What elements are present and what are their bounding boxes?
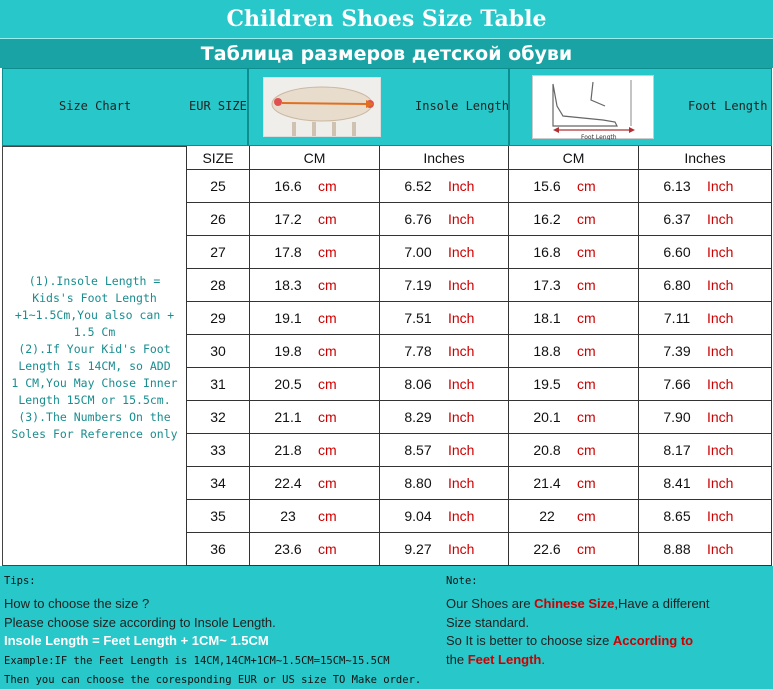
- value: 17.8: [274, 244, 302, 260]
- ins-in-cell: [380, 170, 509, 203]
- unit-label: cm: [318, 343, 337, 359]
- foot-in-cell: [639, 533, 772, 566]
- unit-label: cm: [318, 508, 337, 524]
- size-table: [186, 146, 772, 566]
- unit-label: Inch: [707, 277, 734, 293]
- ins-in-cell: [380, 269, 509, 302]
- value: 19.1: [274, 310, 302, 326]
- value: 17.3: [533, 277, 561, 293]
- insole-length-label: Insole Length: [415, 99, 509, 113]
- note-line-3: [446, 633, 693, 648]
- foot-in-cell: [639, 434, 772, 467]
- value: 21.1: [274, 409, 302, 425]
- note-line-2: Size standard.: [446, 615, 530, 630]
- ins-in-cell: [380, 368, 509, 401]
- value: 6.37: [663, 211, 691, 227]
- value: 8.80: [404, 475, 432, 491]
- unit-label: Inch: [448, 211, 475, 227]
- unit-label: cm: [318, 541, 337, 557]
- unit-label: Inch: [448, 376, 475, 392]
- value: 18.1: [533, 310, 561, 326]
- unit-label: cm: [318, 376, 337, 392]
- size-notes: [2, 146, 186, 566]
- ins-in-cell: [380, 467, 509, 500]
- value: 7.19: [404, 277, 432, 293]
- unit-label: Inch: [448, 409, 475, 425]
- value: 7.90: [663, 409, 691, 425]
- note-text: .: [541, 652, 545, 667]
- foot-cm-cell: [509, 269, 639, 302]
- value: 6.52: [404, 178, 432, 194]
- ins-in-cell: [380, 401, 509, 434]
- note-line: (1).Insole Length =: [28, 274, 161, 288]
- value: 19.5: [533, 376, 561, 392]
- unit-label: cm: [318, 310, 337, 326]
- ins-in-cell: [380, 236, 509, 269]
- value: 8.65: [663, 508, 691, 524]
- unit-label: Inch: [707, 541, 734, 557]
- unit-label: Inch: [707, 211, 734, 227]
- note-text: Our Shoes are: [446, 596, 535, 611]
- tips-line-2: Please choose size according to Insole Length.: [4, 615, 276, 630]
- unit-label: Inch: [448, 343, 475, 359]
- unit-label: cm: [577, 508, 596, 524]
- unit-label: Inch: [707, 508, 734, 524]
- value: 21.8: [274, 442, 302, 458]
- foot-in-cell: [639, 467, 772, 500]
- value: 22.4: [274, 475, 302, 491]
- foot-in-cell: [639, 335, 772, 368]
- value: 7.51: [404, 310, 432, 326]
- tips-line-1: How to choose the size ?: [4, 596, 150, 611]
- note-line: (3).The Numbers On the: [18, 410, 171, 424]
- unit-label: cm: [318, 475, 337, 491]
- value: 8.06: [404, 376, 432, 392]
- unit-label: Inch: [707, 244, 734, 260]
- page-subtitle-ru: Таблица размеров детской обуви: [0, 38, 773, 68]
- value: 15.6: [533, 178, 561, 194]
- tips-label: Tips:: [4, 575, 36, 587]
- unit-label: cm: [577, 178, 596, 194]
- size-cell: 35: [186, 500, 250, 533]
- note-line-4: [446, 652, 545, 667]
- ins-cm-cell: [250, 401, 380, 434]
- ins-in-cell: [380, 302, 509, 335]
- foot-cm-cell: [509, 434, 639, 467]
- unit-label: Inch: [707, 343, 734, 359]
- ins-cm-cell: [250, 203, 380, 236]
- ins-in-cell: [380, 533, 509, 566]
- eur-size-label: EUR SIZE: [189, 99, 247, 113]
- unit-label: Inch: [448, 310, 475, 326]
- note-line: Length Is 14CM, so ADD: [18, 359, 171, 373]
- note-line: Length 15CM or 15.5cm.: [18, 393, 171, 407]
- foot-in-cell: [639, 236, 772, 269]
- unit-label: Inch: [707, 442, 734, 458]
- unit-label: cm: [318, 409, 337, 425]
- unit-label: cm: [577, 409, 596, 425]
- ins-in-cell: [380, 434, 509, 467]
- ins-cm-cell: [250, 533, 380, 566]
- value: 9.27: [404, 541, 432, 557]
- tips-then: Then you can choose the coresponding EUR or US size TO Make order.: [4, 674, 422, 686]
- foot-in-cell: [639, 203, 772, 236]
- value: 18.3: [274, 277, 302, 293]
- header-size-chart-cell: [2, 68, 248, 146]
- unit-label: Inch: [707, 178, 734, 194]
- value: 22.6: [533, 541, 561, 557]
- ins-cm-cell: [250, 170, 380, 203]
- value: 22: [539, 508, 555, 524]
- value: 20.8: [533, 442, 561, 458]
- size-cell: 28: [186, 269, 250, 302]
- unit-label: Inch: [448, 541, 475, 557]
- ins-cm-cell: [250, 500, 380, 533]
- ins-in-cell: [380, 203, 509, 236]
- foot-cm-cell: [509, 401, 639, 434]
- foot-cm-cell: [509, 467, 639, 500]
- unit-label: Inch: [448, 508, 475, 524]
- value: 16.6: [274, 178, 302, 194]
- size-cell: 26: [186, 203, 250, 236]
- value: 19.8: [274, 343, 302, 359]
- value: 6.13: [663, 178, 691, 194]
- foot-cm-cell: [509, 533, 639, 566]
- value: 6.60: [663, 244, 691, 260]
- note-highlight-feet-length: Feet Length: [467, 652, 542, 667]
- unit-label: cm: [577, 310, 596, 326]
- unit-label: Inch: [448, 475, 475, 491]
- value: 16.2: [533, 211, 561, 227]
- size-cell: 25: [186, 170, 250, 203]
- value: 7.00: [404, 244, 432, 260]
- ins-cm-cell: [250, 302, 380, 335]
- note-label: Note:: [446, 575, 478, 587]
- insole-image: [263, 77, 381, 137]
- size-chart-label: Size Chart: [59, 99, 132, 113]
- foot-in-cell: [639, 368, 772, 401]
- value: 23: [280, 508, 296, 524]
- foot-in-cell: [639, 401, 772, 434]
- note-line: +1~1.5Cm,You also can +: [14, 308, 175, 322]
- ins-in-cell: [380, 500, 509, 533]
- value: 6.80: [663, 277, 691, 293]
- value: 7.78: [404, 343, 432, 359]
- foot-cm-cell: [509, 335, 639, 368]
- unit-label: Inch: [448, 442, 475, 458]
- note-line: Kids's Foot Length: [32, 291, 157, 305]
- value: 20.5: [274, 376, 302, 392]
- column-header-insole-inches: Inches: [380, 146, 509, 170]
- ins-cm-cell: [250, 269, 380, 302]
- size-cell: 29: [186, 302, 250, 335]
- header-insole-cell: [248, 68, 509, 146]
- value: 23.6: [274, 541, 302, 557]
- unit-label: cm: [577, 475, 596, 491]
- note-text: So It is better to choose size: [446, 633, 613, 648]
- unit-label: cm: [318, 211, 337, 227]
- value: 21.4: [533, 475, 561, 491]
- unit-label: Inch: [707, 409, 734, 425]
- unit-label: Inch: [707, 310, 734, 326]
- foot-in-cell: [639, 269, 772, 302]
- foot-in-cell: [639, 170, 772, 203]
- unit-label: Inch: [448, 277, 475, 293]
- ins-cm-cell: [250, 368, 380, 401]
- page-title: Children Shoes Size Table: [0, 0, 773, 38]
- unit-label: Inch: [448, 244, 475, 260]
- foot-image: [532, 75, 654, 139]
- value: 20.1: [533, 409, 561, 425]
- value: 7.11: [663, 310, 691, 326]
- column-header-size: SIZE: [186, 146, 250, 170]
- value: 8.29: [404, 409, 432, 425]
- foot-cm-cell: [509, 500, 639, 533]
- unit-label: cm: [318, 244, 337, 260]
- size-cell: 30: [186, 335, 250, 368]
- unit-label: cm: [577, 211, 596, 227]
- value: 6.76: [404, 211, 432, 227]
- size-cell: 32: [186, 401, 250, 434]
- note-line-1: [446, 596, 710, 611]
- unit-label: cm: [577, 442, 596, 458]
- foot-cm-cell: [509, 170, 639, 203]
- size-cell: 33: [186, 434, 250, 467]
- unit-label: Inch: [707, 376, 734, 392]
- value: 16.8: [533, 244, 561, 260]
- value: 8.41: [663, 475, 691, 491]
- ins-cm-cell: [250, 335, 380, 368]
- ins-cm-cell: [250, 467, 380, 500]
- unit-label: cm: [577, 343, 596, 359]
- unit-label: cm: [577, 376, 596, 392]
- tips-formula: Insole Length = Feet Length + 1CM~ 1.5CM: [4, 633, 269, 648]
- ins-in-cell: [380, 335, 509, 368]
- header-foot-cell: [509, 68, 772, 146]
- tips-example: Example:IF the Feet Length is 14CM,14CM+1CM~1.5CM=15CM~15.5CM: [4, 655, 390, 667]
- column-header-insole-cm: CM: [250, 146, 380, 170]
- unit-label: Inch: [448, 178, 475, 194]
- note-text: the: [446, 652, 468, 667]
- note-text: ,Have a different: [614, 596, 710, 611]
- foot-cm-cell: [509, 203, 639, 236]
- foot-cm-cell: [509, 302, 639, 335]
- value: 8.88: [663, 541, 691, 557]
- unit-label: cm: [318, 277, 337, 293]
- value: 8.57: [404, 442, 432, 458]
- note-line: Soles For Reference only: [11, 427, 178, 441]
- size-cell: 31: [186, 368, 250, 401]
- unit-label: cm: [577, 277, 596, 293]
- value: 18.8: [533, 343, 561, 359]
- foot-in-cell: [639, 302, 772, 335]
- value: 8.17: [663, 442, 691, 458]
- size-cell: 36: [186, 533, 250, 566]
- foot-length-label: Foot Length: [688, 99, 768, 113]
- value: 7.39: [663, 343, 691, 359]
- note-highlight-according: According to: [612, 633, 694, 648]
- ins-cm-cell: [250, 434, 380, 467]
- value: 9.04: [404, 508, 432, 524]
- note-line: (2).If Your Kid's Foot: [18, 342, 171, 356]
- unit-label: cm: [577, 244, 596, 260]
- foot-in-cell: [639, 500, 772, 533]
- column-header-foot-cm: CM: [509, 146, 639, 170]
- unit-label: cm: [318, 442, 337, 458]
- size-cell: 27: [186, 236, 250, 269]
- unit-label: cm: [318, 178, 337, 194]
- unit-label: Inch: [707, 475, 734, 491]
- tips-panel: [0, 566, 773, 689]
- value: 17.2: [274, 211, 302, 227]
- note-line: 1 CM,You May Chose Inner: [11, 376, 178, 390]
- value: 7.66: [663, 376, 691, 392]
- note-line: 1.5 Cm: [73, 325, 116, 339]
- unit-label: cm: [577, 541, 596, 557]
- note-highlight-chinese-size: Chinese Size: [534, 596, 615, 611]
- size-cell: 34: [186, 467, 250, 500]
- ins-cm-cell: [250, 236, 380, 269]
- foot-cm-cell: [509, 236, 639, 269]
- foot-image-caption: Foot Length: [581, 134, 617, 140]
- column-header-foot-inches: Inches: [639, 146, 772, 170]
- foot-cm-cell: [509, 368, 639, 401]
